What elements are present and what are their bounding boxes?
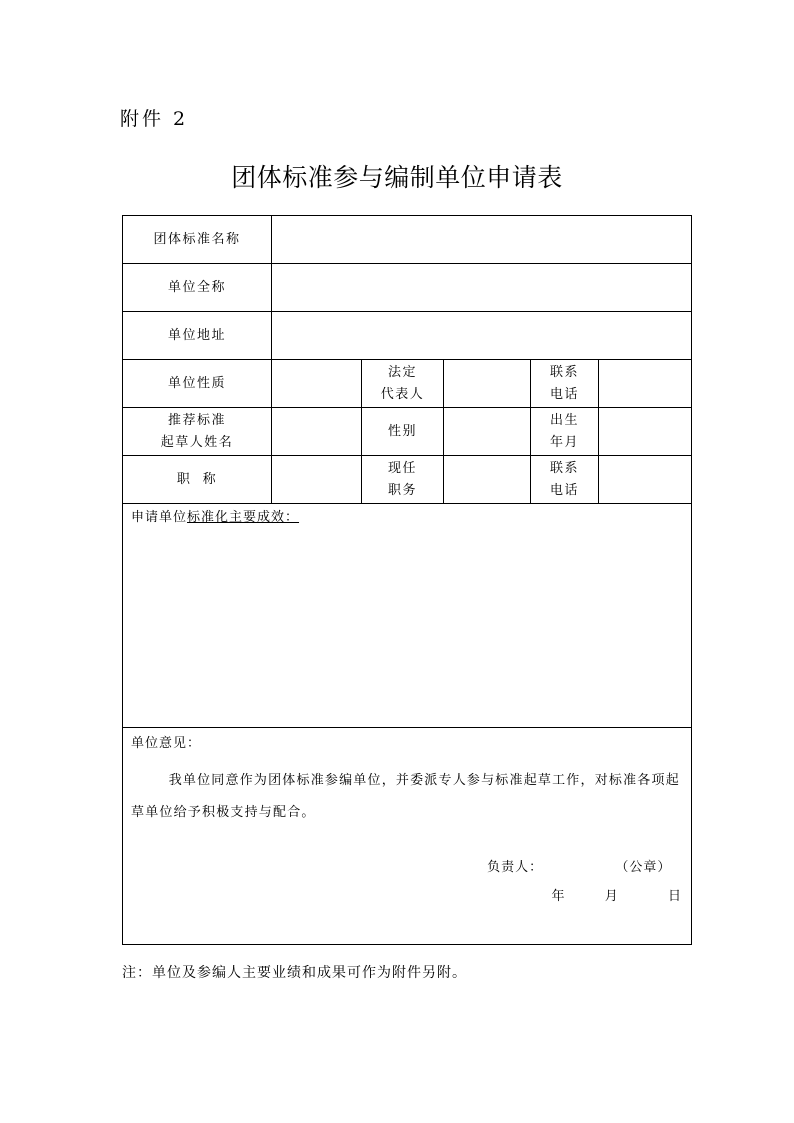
opinion-section	[123, 728, 692, 945]
standard-name-field[interactable]	[272, 216, 692, 264]
achievements-section[interactable]	[123, 504, 692, 728]
gender-field[interactable]	[444, 408, 531, 456]
date-year-label: 年	[551, 889, 565, 904]
unit-nature-field[interactable]	[272, 360, 362, 408]
form-title: 团体标准参与编制单位申请表	[231, 163, 563, 192]
birth-field[interactable]	[599, 408, 692, 456]
contact-phone-label: 联系 电话	[531, 360, 599, 408]
gender-label: 性别	[362, 408, 444, 456]
date-month-label: 月	[604, 889, 618, 904]
unit-address-label: 单位地址	[123, 312, 272, 360]
opinion-text: 我单位同意作为团体标准参编单位，并委派专人参与标准起草工作，对标准各项起草单位给予积极支持与配合。	[131, 773, 680, 820]
professional-title-field[interactable]	[272, 456, 362, 504]
contact-phone2-label: 联系 电话	[531, 456, 599, 504]
footnote: 注：单位及参编人主要业绩和成果可作为附件另附。	[122, 965, 467, 981]
application-form-table	[122, 215, 692, 945]
standard-name-label: 团体标准名称	[123, 216, 272, 264]
achievements-label: 申请单位标准化主要成效：	[131, 510, 300, 525]
unit-full-name-label: 单位全称	[123, 264, 272, 312]
legal-rep-field[interactable]	[444, 360, 531, 408]
position-label: 现任 职务	[362, 456, 444, 504]
drafter-name-field[interactable]	[272, 408, 362, 456]
attachment-label: 附件 2	[120, 108, 189, 130]
opinion-label: 单位意见：	[131, 736, 202, 751]
contact-phone2-field[interactable]	[599, 456, 692, 504]
date-day-label: 日	[668, 889, 682, 904]
contact-phone-field[interactable]	[599, 360, 692, 408]
responsible-label: 负责人：	[487, 860, 544, 875]
legal-rep-label: 法定 代表人	[362, 360, 444, 408]
signature-line	[487, 856, 687, 875]
seal-label: （公章）	[615, 860, 672, 875]
unit-full-name-field[interactable]	[272, 264, 692, 312]
date-line	[551, 885, 681, 904]
professional-title-label: 职 称	[123, 456, 272, 504]
birth-label: 出生 年月	[531, 408, 599, 456]
unit-nature-label: 单位性质	[123, 360, 272, 408]
unit-address-field[interactable]	[272, 312, 692, 360]
drafter-name-label: 推荐标准 起草人姓名	[123, 408, 272, 456]
position-field[interactable]	[444, 456, 531, 504]
